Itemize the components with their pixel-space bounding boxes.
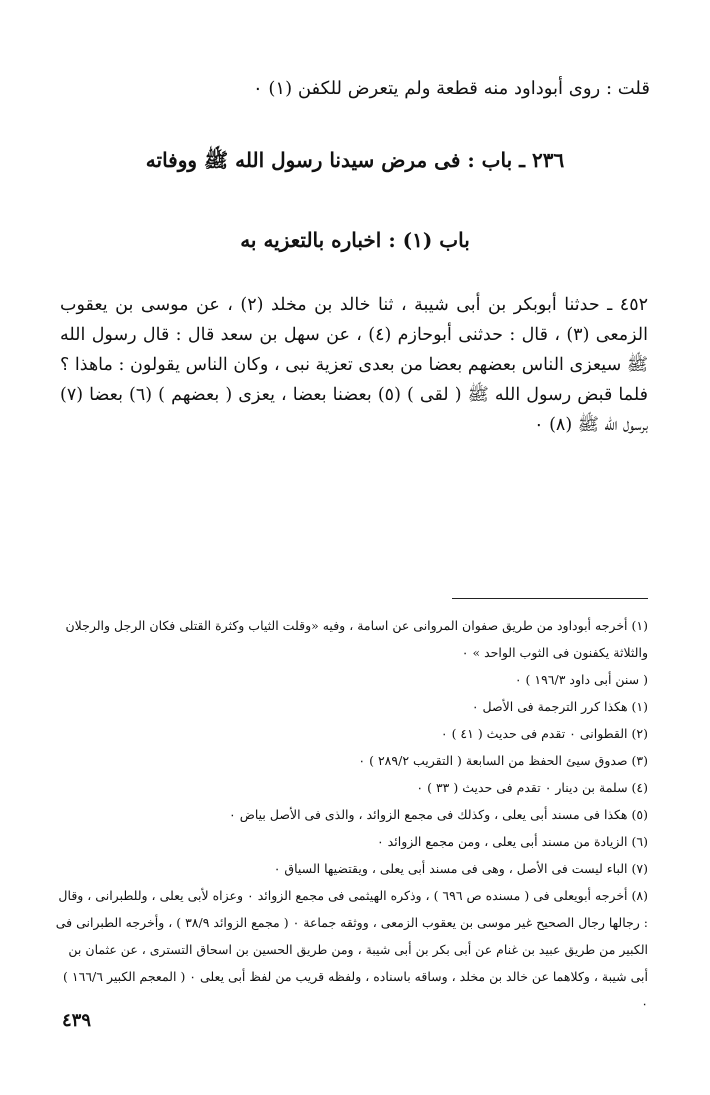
hadith-text: ٤٥٢ ـ حدثنا أبوبكر بن أبى شيبة ، ثنا خالد بن مخلد (٢) ، عن موسى بن يعقوب الزمعى (٣) ، قال : حدثنى أبوحازم (٤) ، عن سهل بن سعد قال : قال رسول الله ﷺ سيعزى الناس بعضهم بعضا من بعدى تعزية نبى ، وكان الناس يقولون : ماهذا ؟ فلما قبض رسول الله ﷺ ( لقى ) (٥) بعضنا بعضا ، يعزى ( بعضهم ) (٦) بعضا (٧) برسول الله ﷺ (٨) ٠ [60,295,649,435]
footnote-item: (١) أخرجه أبوداود من طريق صفوان المروانى عن اسامة ، وفيه «وقلت الثياب وكثرة القتلى فكان الرجل والرجلان والثلاثة يكفنون فى الثوب الواحد » ٠ [65,618,648,660]
footnote-item: (٧) الباء ليست فى الأصل ، وهى فى مسند أبى يعلى ، ويقتضيها السياق ٠ [273,861,648,876]
page-number: ٤٣٩ [62,1010,92,1031]
footnote-item: ( سنن أبى داود ١٩٦/٣ ) ٠ [514,672,648,687]
footnote-item: (٢) القطوانى ٠ تقدم فى حديث ( ٤١ ) ٠ [440,726,648,741]
footnote-item: (٣) صدوق سيئ الحفظ من السابعة ( التقريب ٢٨٩/٢ ) ٠ [358,753,648,768]
footnotes [53,612,648,1017]
footnote-divider [452,598,648,599]
chapter-title: ٢٣٦ ـ باب : فى مرض سيدنا رسول الله ﷺ ووفاته [145,148,565,172]
sub-heading: باب (١) : اخباره بالتعزيه به [240,228,470,252]
footnote-item: (٤) سلمة بن دينار ٠ تقدم فى حديث ( ٣٣ ) ٠ [416,780,648,795]
footnote-item: (٦) الزيادة من مسند أبى يعلى ، ومن مجمع الزوائد ٠ [376,834,648,849]
footnote-item: (٨) أخرجه أبويعلى فى ( مسنده ص ٦٩٦ ) ، وذكره الهيثمى فى مجمع الزوائد ٠ وعزاه لأبى يعلى ، وللطبرانى ، وقال : رجالها رجال الصحيح غير موسى بن يعقوب الزمعى ، ووثقه جماعة ٠ ( مجمع الزوائد ٣٨/٩ ) ، وأخرجه الطبرانى فى الكبير من طريق عبيد بن غنام عن أبى بكر بن أبى شيبة ، ومن طريق الحسين بن اسحاق التسترى ، عن عثمان بن أبى شيبة ، وكلاهما عن خالد بن مخلد ، وساقه باسناده ، ولفظه قريب من لفظ أبى يعلى ٠ ( المعجم الكبير ١٦٦/٦ ) ٠ [55,888,648,1011]
footnote-item: (١) هكذا كرر الترجمة فى الأصل ٠ [471,699,648,714]
top-note: قلت : روى أبوداود منه قطعة ولم يتعرض للكفن (١) ٠ [252,78,650,99]
footnote-item: (٥) هكذا فى مسند أبى يعلى ، وكذلك فى مجمع الزوائد ، والذى فى الأصل بياض ٠ [229,807,648,822]
